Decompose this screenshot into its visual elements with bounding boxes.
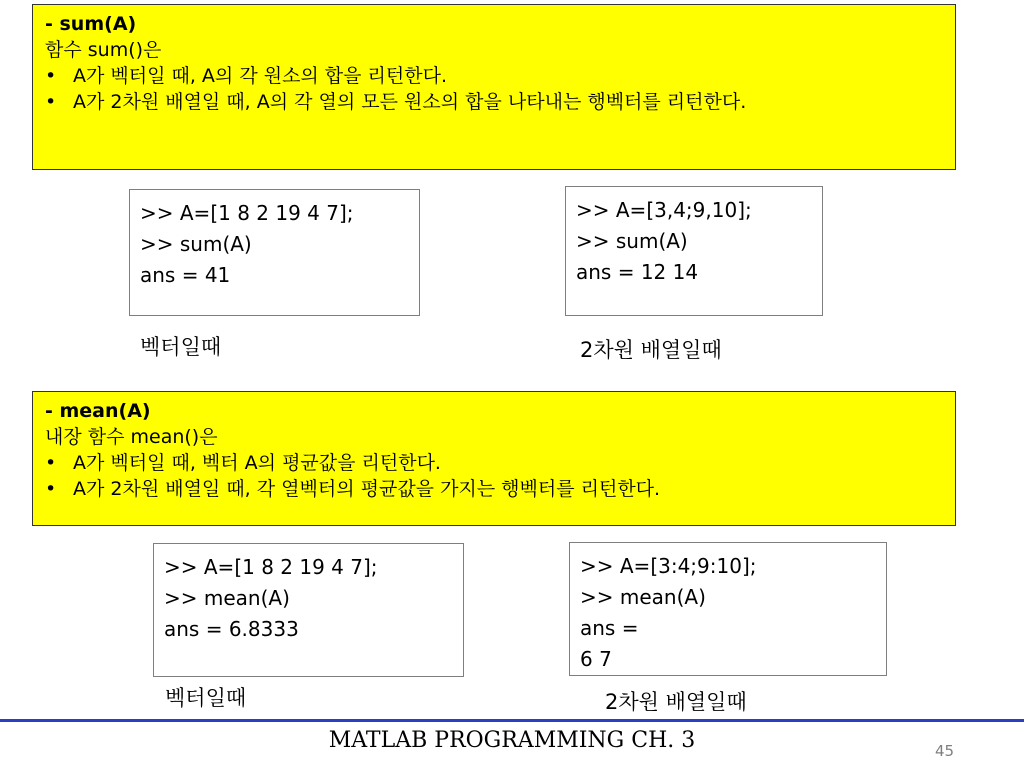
code-line: >> mean(A) [164,586,290,610]
sum-bullet-2 [45,89,943,115]
sum-subtitle: 함수 sum()은 [45,39,162,61]
code-line: >> sum(A) [576,229,688,253]
code-line: ans = 12 14 [576,260,699,284]
page-number: 45 [935,742,955,760]
mean-title: - mean(A) [45,400,151,422]
sum-description-box [32,4,956,170]
code-line: >> A=[3,4;9,10]; [576,198,752,222]
footer-divider [0,719,1024,722]
sum-vector-example [129,189,420,316]
bullet-marker: • [45,91,57,113]
mean-subtitle: 내장 함수 mean()은 [45,426,218,448]
bullet-marker: • [45,478,57,500]
sum-title: - sum(A) [45,13,137,35]
code-line: >> mean(A) [580,585,706,609]
mean-description-box [32,391,956,526]
bullet-marker: • [45,65,57,87]
mean-bullet-1 [45,450,943,476]
mean-vector-caption: 벡터일때 [165,686,247,710]
code-line: >> A=[1 8 2 19 4 7]; [140,201,354,225]
footer-title: MATLAB PROGRAMMING CH. 3 [328,728,696,753]
bullet-marker: • [45,452,57,474]
code-line: ans = 41 [140,263,231,287]
code-line: >> sum(A) [140,232,252,256]
mean-matrix-caption: 2차원 배열일때 [605,690,747,714]
mean-bullet-1-text: A가 벡터일 때, 벡터 A의 평균값을 리턴한다. [73,452,441,474]
sum-matrix-example [565,186,823,316]
sum-matrix-caption: 2차원 배열일때 [580,338,722,362]
mean-bullet-2 [45,476,943,502]
mean-bullet-2-text: A가 2차원 배열일 때, 각 열벡터의 평균값을 가지는 행벡터를 리턴한다. [73,478,661,500]
code-line: 6 7 [580,647,612,671]
sum-bullet-1 [45,63,943,89]
code-line: >> A=[3:4;9:10]; [580,554,757,578]
code-line: ans = 6.8333 [164,617,299,641]
code-line: >> A=[1 8 2 19 4 7]; [164,555,378,579]
sum-bullet-2-text: A가 2차원 배열일 때, A의 각 열의 모든 원소의 합을 나타내는 행벡터를 리턴한다. [73,91,747,113]
mean-vector-example [153,543,464,677]
code-line: ans = [580,616,639,640]
mean-matrix-example [569,542,887,676]
sum-vector-caption: 벡터일때 [140,335,222,359]
sum-bullet-1-text: A가 벡터일 때, A의 각 원소의 합을 리턴한다. [73,65,448,87]
